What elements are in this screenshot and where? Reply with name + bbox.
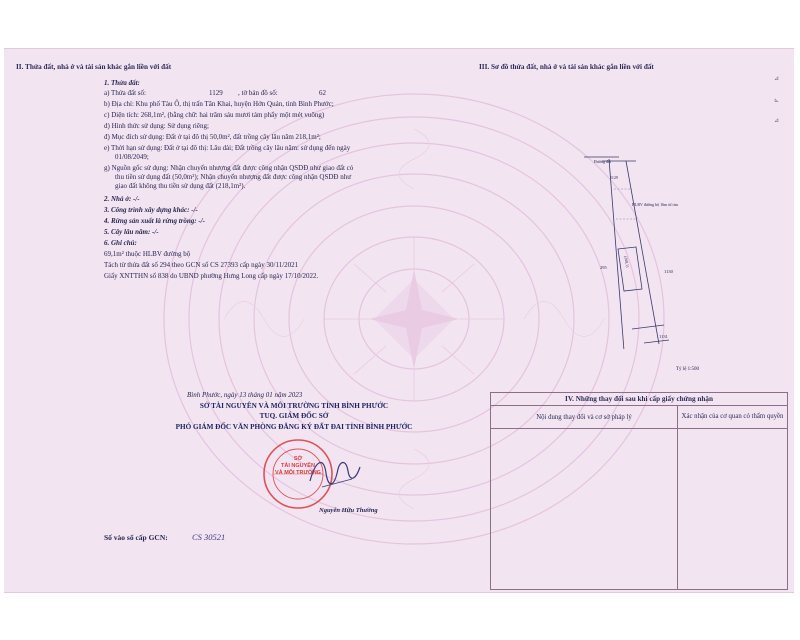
side-marker-icon: ⊿ xyxy=(774,118,780,124)
address-line: b) Địa chỉ: Khu phố Tàu Ô, thị trấn Tân Khai, huyện Hớn Quản, tỉnh Bình Phước; xyxy=(104,100,334,108)
construction-item: 3. Công trình xây dựng khác: -/- xyxy=(104,206,198,214)
place-date: Bình Phước, ngày 13 tháng 01 năm 2023 xyxy=(187,391,303,399)
land-heading: 1. Thửa đất: xyxy=(104,79,140,87)
changes-col-content: Nội dung thay đổi và cơ sở pháp lý xyxy=(491,406,678,428)
parcel-number: 1129 xyxy=(209,89,223,97)
usage-purpose-line: đ) Mục đích sử dụng: Đất ở tại đô thị 50,0m², đất trồng cây lâu năm 218,1m²; xyxy=(104,133,321,141)
changes-table xyxy=(490,392,788,590)
stamp-text-line-2: TÀI NGUYÊN xyxy=(281,463,315,469)
stamp-text-line-1: SỞ xyxy=(293,456,303,462)
signer-name: Nguyễn Hữu Thường xyxy=(319,507,378,514)
side-marker-icon: ⊾ xyxy=(774,98,780,104)
parcel-area-label: (268,1) xyxy=(623,255,631,268)
usage-term-line: e) Thời hạn sử dụng: Đất ở tại đô thị: Lâu dài; Đất trồng cây lâu năm: sử dụng đến ngày xyxy=(104,144,351,152)
stamp-text-line-3: VÀ MÔI TRƯỜNG xyxy=(275,470,321,476)
house-item: 2. Nhà ở: -/- xyxy=(104,195,140,203)
authorization-line: TUQ. GIÁM ĐỐC SỞ xyxy=(259,412,329,420)
scale-label: Tỷ lệ 1:500 xyxy=(676,367,700,372)
forest-item: 4. Rừng sản xuất là rừng trồng: -/- xyxy=(104,217,205,225)
changes-table-divider xyxy=(677,428,678,589)
note-3: Giấy XNTTHN số 838 do UBND phường Hưng Long cấp ngày 17/10/2022. xyxy=(104,272,319,280)
registry-label: Số vào sổ cấp GCN: xyxy=(104,533,168,542)
origin-line-3: giao đất không thu tiền sử dụng đất (218,1m²). xyxy=(115,182,246,190)
origin-line-1: g) Nguồn gốc sử dụng: Nhận chuyển nhượng đất được công nhận QSDĐ như giao đất có xyxy=(104,164,354,172)
perennial-item: 5. Cây lâu năm: -/- xyxy=(104,228,159,236)
note-2: Tách từ thửa đất số 294 theo GCN số CS 27393 cấp ngày 30/11/2021 xyxy=(104,261,299,269)
certificate-page xyxy=(4,48,794,593)
changes-table-header xyxy=(491,406,787,429)
neighbor-right-label: 1130 xyxy=(664,269,673,274)
origin-line-2: thu tiền sử dụng đất (50,0m²); Nhận chuyển nhượng đất được công nhận QSDĐ như xyxy=(115,173,352,181)
note-1: 69,1m² thuộc HLBV đường bộ xyxy=(104,250,191,258)
notes-heading: 6. Ghi chú: xyxy=(104,239,137,247)
usage-form-line: d) Hình thức sử dụng: Sử dụng riêng; xyxy=(104,122,209,130)
side-marker-icon: ⊿ xyxy=(774,76,780,82)
usage-term-date: 01/08/2049; xyxy=(115,153,149,161)
handwritten-signature xyxy=(304,449,364,499)
parcel-number-label: a) Thửa đất số: xyxy=(104,89,146,97)
parcel-diagram xyxy=(544,129,694,349)
map-sheet-number: 62 xyxy=(319,89,326,97)
neighbor-left-label: 295 xyxy=(600,265,607,270)
area-line: c) Diện tích: 268,1m², (bằng chữ: hai trăm sáu mươi tám phẩy một mét vuông) xyxy=(104,111,325,119)
changes-col-confirmation: Xác nhận của cơ quan có thẩm quyền xyxy=(681,413,784,420)
registry-number: CS 30521 xyxy=(192,532,226,542)
road-top-label: Đường đất xyxy=(594,159,612,164)
section-4-title: IV. Những thay đổi sau khi cấp giấy chứng nhận xyxy=(491,393,787,406)
section-2-title: II. Thửa đất, nhà ở và tài sản khác gắn liền với đất xyxy=(16,63,172,71)
section-3-title: III. Sơ đồ thửa đất, nhà ở và tài sản khác gắn liền với đất xyxy=(479,63,654,71)
deputy-title: PHÓ GIÁM ĐỐC VĂN PHÒNG ĐĂNG KÝ ĐẤT ĐAI TỈNH BÌNH PHƯỚC xyxy=(175,423,413,431)
map-sheet-label: , tờ bản đồ số: xyxy=(238,89,278,97)
department-name: SỞ TÀI NGUYÊN VÀ MÔI TRƯỜNG TỈNH BÌNH PHƯỚC xyxy=(199,402,389,410)
neighbor-bottom-label: 1131 xyxy=(659,334,668,339)
hlbv-label: HLBV đường bộ 16m từ tim xyxy=(632,202,678,207)
parcel-id-label: 1129 xyxy=(610,175,618,180)
